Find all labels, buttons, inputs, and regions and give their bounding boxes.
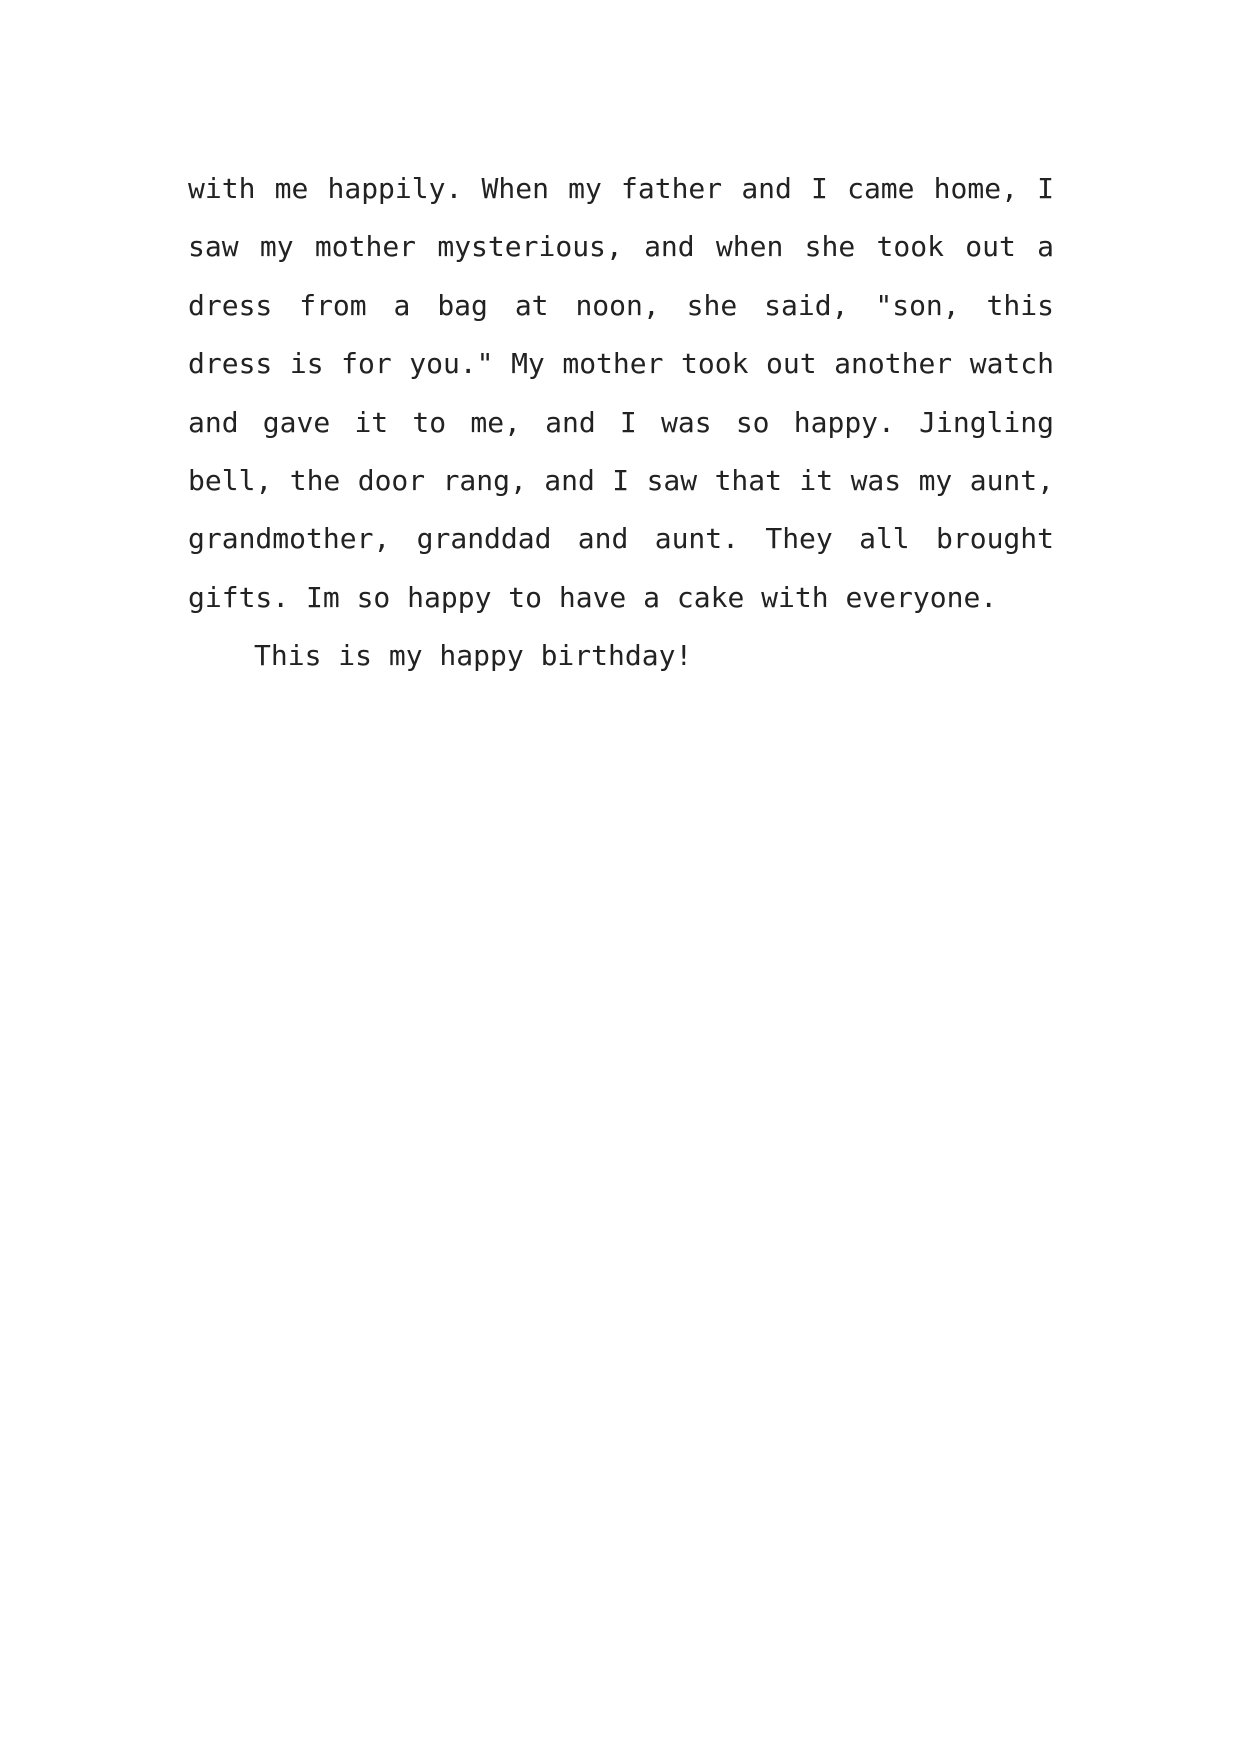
body-text	[188, 160, 1054, 686]
text-line-6: bell, the door rang, and I saw that it was my aunt,	[188, 463, 1054, 497]
text-line-8: gifts. Im so happy to have a cake with everyone.	[188, 580, 998, 614]
text-line-5: and gave it to me, and I was so happy. Jingling	[188, 405, 1054, 439]
text-line-4: dress is for you." My mother took out another watch	[188, 347, 1054, 381]
text-line-2: saw my mother mysterious, and when she took out a	[188, 230, 1054, 264]
closing-line: This is my happy birthday!	[254, 639, 693, 673]
text-line-7: grandmother, granddad and aunt. They all brought	[188, 522, 1054, 556]
text-line-3: dress from a bag at noon, she said, "son, this	[188, 288, 1054, 322]
text-line-1: with me happily. When my father and I came home, I	[188, 172, 1054, 205]
